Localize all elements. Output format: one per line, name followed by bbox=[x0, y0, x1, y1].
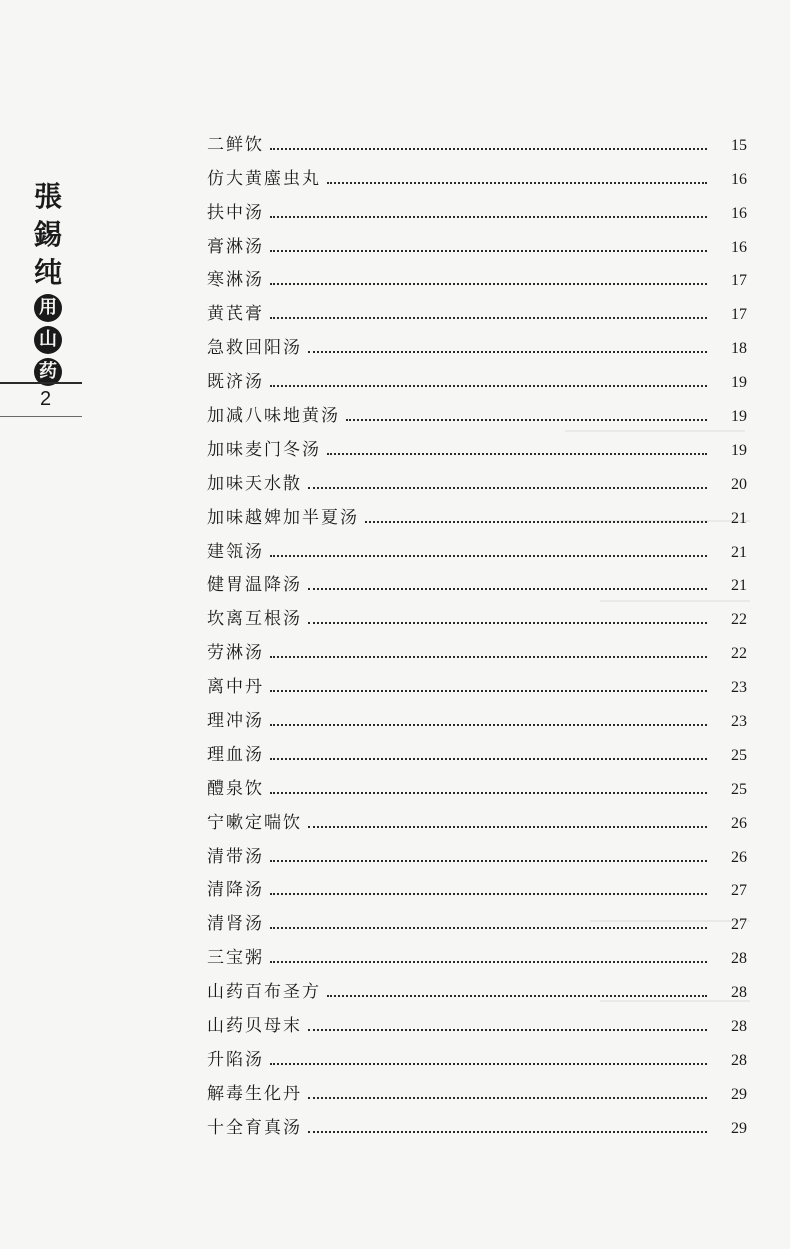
toc-entry-title: 三宝粥 bbox=[207, 948, 264, 969]
toc-entry-title: 黄芪膏 bbox=[207, 304, 264, 325]
toc-entry-title: 清带汤 bbox=[207, 846, 264, 867]
toc-entry-title: 既济汤 bbox=[207, 372, 264, 393]
toc-entry-page: 16 bbox=[731, 204, 747, 222]
toc-entry-page: 28 bbox=[731, 1051, 747, 1069]
toc-entry bbox=[207, 565, 747, 599]
toc-dot-leader bbox=[270, 1063, 707, 1065]
page-number: 2 bbox=[40, 388, 52, 410]
toc-entry bbox=[207, 124, 747, 158]
toc-entry-page: 29 bbox=[731, 1085, 747, 1103]
toc-dot-leader bbox=[327, 453, 707, 455]
toc-entry bbox=[207, 903, 747, 937]
toc-dot-leader bbox=[270, 216, 707, 218]
toc-entry-title: 二鲜饮 bbox=[207, 134, 264, 155]
table-of-contents bbox=[207, 124, 747, 1141]
toc-entry-title: 解毒生化丹 bbox=[207, 1083, 302, 1104]
toc-entry-title: 加味越婢加半夏汤 bbox=[207, 507, 359, 528]
toc-entry-page: 23 bbox=[731, 713, 747, 731]
toc-entry-title: 升陷汤 bbox=[207, 1049, 264, 1070]
toc-entry-page: 28 bbox=[731, 1018, 747, 1036]
toc-entry-page: 22 bbox=[731, 645, 747, 663]
running-title bbox=[28, 178, 68, 390]
toc-dot-leader bbox=[270, 893, 707, 895]
toc-entry bbox=[207, 1005, 747, 1039]
toc-entry-title: 扶中汤 bbox=[207, 202, 264, 223]
toc-entry bbox=[207, 395, 747, 429]
toc-entry-title: 清肾汤 bbox=[207, 914, 264, 935]
toc-entry bbox=[207, 700, 747, 734]
toc-dot-leader bbox=[270, 317, 707, 319]
toc-dot-leader bbox=[365, 521, 707, 523]
toc-entry bbox=[207, 1039, 747, 1073]
toc-dot-leader bbox=[308, 826, 707, 828]
toc-entry-title: 加味麦门冬汤 bbox=[207, 439, 321, 460]
toc-entry bbox=[207, 632, 747, 666]
toc-entry-page: 25 bbox=[731, 780, 747, 798]
toc-entry-title: 宁嗽定喘饮 bbox=[207, 812, 302, 833]
toc-entry-title: 仿大黄䗪虫丸 bbox=[207, 168, 321, 189]
running-title-char: 纯 bbox=[33, 256, 62, 289]
toc-entry bbox=[207, 836, 747, 870]
running-title-char: 錫 bbox=[33, 218, 62, 251]
running-title-circle-char: 山 bbox=[34, 326, 62, 354]
toc-dot-leader bbox=[270, 283, 707, 285]
toc-dot-leader bbox=[270, 724, 707, 726]
toc-entry-title: 山药百布圣方 bbox=[207, 982, 321, 1003]
toc-entry-page: 29 bbox=[731, 1119, 747, 1137]
toc-dot-leader bbox=[270, 927, 707, 929]
toc-entry bbox=[207, 497, 747, 531]
toc-dot-leader bbox=[270, 555, 707, 557]
toc-entry-page: 19 bbox=[731, 408, 747, 426]
toc-entry-title: 劳淋汤 bbox=[207, 643, 264, 664]
toc-entry-page: 17 bbox=[731, 306, 747, 324]
toc-entry bbox=[207, 361, 747, 395]
toc-entry bbox=[207, 768, 747, 802]
toc-entry bbox=[207, 937, 747, 971]
toc-entry-page: 21 bbox=[731, 577, 747, 595]
toc-entry-page: 23 bbox=[731, 679, 747, 697]
toc-entry-title: 建瓴汤 bbox=[207, 541, 264, 562]
toc-dot-leader bbox=[327, 182, 707, 184]
toc-entry-title: 醴泉饮 bbox=[207, 778, 264, 799]
toc-entry bbox=[207, 463, 747, 497]
toc-entry bbox=[207, 666, 747, 700]
toc-entry-page: 27 bbox=[731, 916, 747, 934]
toc-entry-page: 17 bbox=[731, 272, 747, 290]
toc-entry-page: 22 bbox=[731, 611, 747, 629]
toc-entry-title: 健胃温降汤 bbox=[207, 575, 302, 596]
toc-entry bbox=[207, 293, 747, 327]
toc-entry-page: 26 bbox=[731, 848, 747, 866]
toc-entry-page: 26 bbox=[731, 814, 747, 832]
toc-entry-title: 清降汤 bbox=[207, 880, 264, 901]
toc-entry bbox=[207, 192, 747, 226]
toc-entry-page: 18 bbox=[731, 340, 747, 358]
toc-entry-page: 21 bbox=[731, 543, 747, 561]
toc-dot-leader bbox=[308, 351, 707, 353]
page-number-rule-top bbox=[0, 382, 82, 384]
running-title-circle-char: 药 bbox=[34, 358, 62, 386]
toc-entry bbox=[207, 327, 747, 361]
toc-entry-title: 十全育真汤 bbox=[207, 1117, 302, 1138]
toc-entry-title: 加味天水散 bbox=[207, 473, 302, 494]
toc-entry bbox=[207, 734, 747, 768]
toc-entry-title: 理血汤 bbox=[207, 744, 264, 765]
toc-entry bbox=[207, 1107, 747, 1141]
toc-entry bbox=[207, 429, 747, 463]
toc-entry-title: 急救回阳汤 bbox=[207, 338, 302, 359]
toc-entry-title: 膏淋汤 bbox=[207, 236, 264, 257]
toc-entry-page: 27 bbox=[731, 882, 747, 900]
toc-dot-leader bbox=[270, 758, 707, 760]
toc-entry bbox=[207, 531, 747, 565]
toc-entry-title: 山药贝母末 bbox=[207, 1016, 302, 1037]
toc-dot-leader bbox=[308, 1029, 707, 1031]
toc-dot-leader bbox=[346, 419, 707, 421]
toc-dot-leader bbox=[270, 860, 707, 862]
toc-entry bbox=[207, 870, 747, 904]
toc-entry-page: 19 bbox=[731, 374, 747, 392]
toc-entry-page: 20 bbox=[731, 475, 747, 493]
toc-entry-page: 19 bbox=[731, 441, 747, 459]
toc-entry-page: 21 bbox=[731, 509, 747, 527]
toc-dot-leader bbox=[308, 622, 707, 624]
toc-entry bbox=[207, 802, 747, 836]
toc-dot-leader bbox=[270, 961, 707, 963]
toc-dot-leader bbox=[308, 487, 707, 489]
toc-dot-leader bbox=[308, 588, 707, 590]
toc-dot-leader bbox=[270, 250, 707, 252]
toc-dot-leader bbox=[308, 1131, 707, 1133]
toc-entry-page: 28 bbox=[731, 984, 747, 1002]
toc-entry-title: 加减八味地黄汤 bbox=[207, 406, 340, 427]
toc-entry bbox=[207, 226, 747, 260]
running-title-circle-char: 用 bbox=[34, 294, 62, 322]
running-title-char: 張 bbox=[33, 180, 62, 213]
toc-entry bbox=[207, 971, 747, 1005]
toc-entry-page: 28 bbox=[731, 950, 747, 968]
toc-entry bbox=[207, 598, 747, 632]
toc-entry-title: 坎离互根汤 bbox=[207, 609, 302, 630]
toc-entry bbox=[207, 1073, 747, 1107]
toc-dot-leader bbox=[270, 148, 707, 150]
toc-entry-title: 离中丹 bbox=[207, 677, 264, 698]
toc-entry-title: 寒淋汤 bbox=[207, 270, 264, 291]
toc-entry-title: 理冲汤 bbox=[207, 711, 264, 732]
toc-entry-page: 25 bbox=[731, 746, 747, 764]
page-number-rule-bottom bbox=[0, 416, 82, 417]
toc-dot-leader bbox=[270, 385, 707, 387]
toc-dot-leader bbox=[270, 792, 707, 794]
toc-dot-leader bbox=[270, 690, 707, 692]
toc-entry-page: 15 bbox=[731, 136, 747, 154]
toc-entry bbox=[207, 260, 747, 294]
toc-dot-leader bbox=[308, 1097, 707, 1099]
toc-entry-page: 16 bbox=[731, 170, 747, 188]
toc-dot-leader bbox=[327, 995, 707, 997]
toc-entry-page: 16 bbox=[731, 238, 747, 256]
toc-entry bbox=[207, 158, 747, 192]
toc-dot-leader bbox=[270, 656, 707, 658]
